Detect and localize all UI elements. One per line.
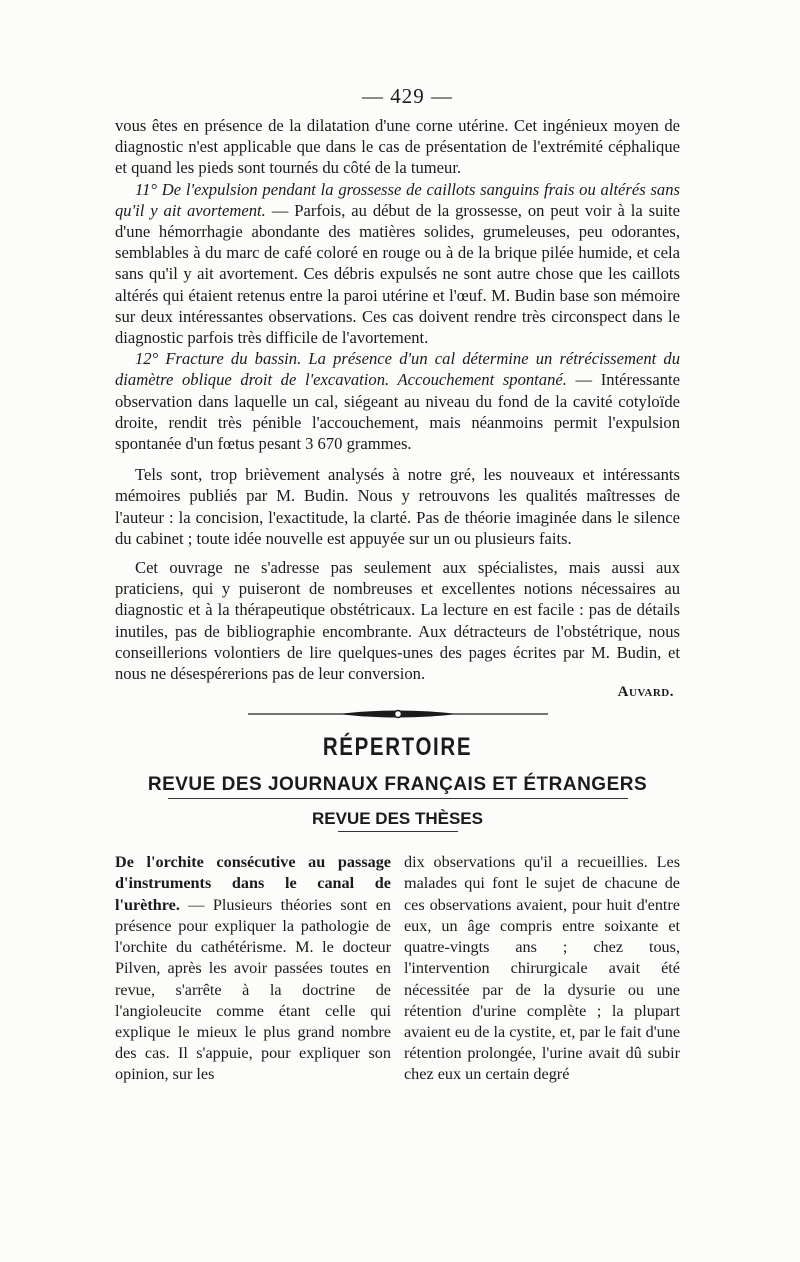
paragraph-11-body: — Parfois, au début de la grossesse, on peut voir à la suite d'une hémorrhagie abondante des matières solides, grumeleuses, peu odorantes, semblables à du marc de café coloré en rouge ou à de la brique pilée humide, et cela sans qu'il y ait avortement. Ces débris expulsés ne sont autre chose que les caillots altérés qui étaient retenus entre la paroi utérine et l'œuf. M. Budin base son mémoire sur deux intéressantes observations. Ces cas doivent rendre très circonspect dans le diagnostic parfois très difficile de l'avortement.: [115, 200, 680, 348]
divider: [168, 798, 628, 799]
author-signature: Auvard.: [617, 684, 674, 701]
article-heading: De l'orchite consécutive au passage d'instruments dans le canal de l'urèthre.: [115, 853, 391, 914]
paragraph-11: [115, 179, 680, 349]
paragraph-12-body: — Intéressante observation dans laquelle un cal, siégeant au niveau du fond de la cavité cotyloïde droite, rendit très pénible l'accouchement, mais néanmoins permit l'expulsion spontanée d'un fœtus pesant 3 670 grammes.: [115, 370, 680, 454]
divider: [338, 831, 458, 832]
right-column: dix observations qu'il a recueillies. Les malades qui font le sujet de chacune de ces observations avaient, pour huit d'entre eux, un âge compris entre soixante et quatre-vingts ans ; chez tous, l'intervention chirurgicale avait été nécessitée par de la dysurie ou une rétention d'urine complète ; la plupart avaient eu de la cystite, et, par le fait d'une rétention prolongée, l'urine avait dû subir chez eux un certain degré: [404, 853, 680, 1084]
paragraph-12-heading: 12° Fracture du bassin. La présence d'un cal détermine un rétrécissement du diamètre oblique droit de l'excavation. Accouchement spontané.: [115, 349, 680, 390]
left-column: [115, 852, 391, 1085]
paragraph-11-heading: 11° De l'expulsion pendant la grossesse de caillots sanguins frais ou altérés sans qu'il y ait avortement.: [115, 179, 680, 220]
paragraph-conclusion: Tels sont, trop brièvement analysés à notre gré, les nouveaux et intéressants mémoires publiés par M. Budin. Nous y retrouvons les qualités maîtresses de l'auteur : la concision, l'exactitude, la clarté. Pas de théorie imaginée dans le silence du cabinet ; toute idée nouvelle est appuyée sur un ou plusieurs faits.: [115, 465, 680, 548]
paragraph-12: [115, 348, 680, 454]
two-column-text: [115, 852, 680, 1085]
left-column-body: — Plusieurs théories sont en présence pour expliquer la pathologie de l'orchite du cathétérisme. M. le docteur Pilven, après les avoir passées toutes en revue, s'arrête à la doctrine de l'angioleucite comme étant celle qui explique le mieux le plus grand nombre des cas. Il s'appuie, pour expliquer son opinion, sur les: [115, 895, 391, 1084]
journals-title: REVUE DES JOURNAUX FRANÇAIS ET ÉTRANGERS: [147, 774, 648, 796]
page-number: — 429 —: [362, 84, 453, 108]
ornamental-rule: [248, 707, 548, 721]
section-title: RÉPERTOIRE: [322, 733, 473, 762]
paragraph-audience: Cet ouvrage ne s'adresse pas seulement aux spécialistes, mais aussi aux praticiens, qui y puiseront de nombreuses et excellentes notions nécessaires au diagnostic et à la thérapeutique obstétricaux. La lecture en est facile : pas de détails inutiles, pas de bibliographie encombrante. Aux détracteurs de l'obstétrique, nous conseillerions volontiers de lire quelques-unes des pages écrites par M. Budin, et nous ne désespérerions pas de leur conversion.: [115, 558, 680, 684]
theses-title: REVUE DES THÈSES: [312, 809, 483, 829]
document-page: [115, 84, 680, 1086]
paragraph-1: vous êtes en présence de la dilatation d'une corne utérine. Cet ingénieux moyen de diagnostic n'est applicable que dans le cas de présentation de l'extrémité céphalique et quand les pieds sont tournés du côté de la tumeur.: [115, 116, 680, 178]
